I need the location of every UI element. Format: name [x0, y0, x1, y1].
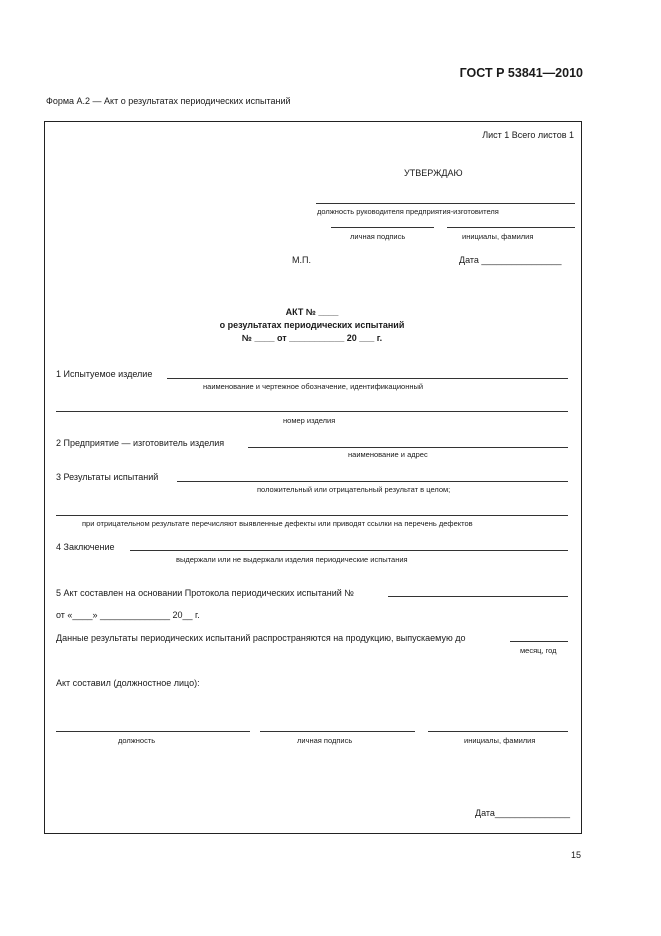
stamp-label: М.П.	[292, 255, 311, 265]
signoff-date[interactable]: Дата_______________	[475, 808, 571, 818]
standard-header: ГОСТ Р 53841—2010	[459, 66, 583, 80]
extension-field[interactable]	[510, 641, 568, 642]
signoff-initials-line[interactable]	[428, 731, 568, 732]
approval-signature-caption: личная подпись	[350, 232, 406, 241]
act-title: АКТ № ____	[285, 307, 339, 317]
item4-label: 4 Заключение	[56, 542, 115, 552]
form-title: Форма А.2 — Акт о результатах периодических испытаний	[46, 96, 291, 106]
item1-field-2[interactable]	[56, 411, 568, 412]
item1-label: 1 Испытуемое изделие	[56, 369, 153, 379]
signoff-signature-caption: личная подпись	[297, 736, 353, 745]
approval-signature-line[interactable]	[331, 227, 434, 228]
item3-caption: положительный или отрицательный результат в целом;	[257, 485, 451, 494]
page-number: 15	[571, 850, 582, 860]
approval-date[interactable]: Дата ________________	[459, 255, 562, 265]
signoff-signature-line[interactable]	[260, 731, 415, 732]
signoff-initials-caption: инициалы, фамилия	[464, 736, 536, 745]
item3-caption-2: при отрицательном результате перечисляют выявленные дефекты или приводят ссылки на перечень дефектов	[82, 519, 473, 528]
item4-caption: выдержали или не выдержали изделия периодические испытания	[176, 555, 408, 564]
item3-field-2[interactable]	[56, 515, 568, 516]
item2-field[interactable]	[248, 447, 568, 448]
approval-initials-line[interactable]	[447, 227, 575, 228]
item1-field[interactable]	[167, 378, 568, 379]
signoff-position-caption: должность	[118, 736, 156, 745]
item1-caption: наименование и чертежное обозначение, идентификационный	[203, 382, 424, 391]
item3-field[interactable]	[177, 481, 568, 482]
extension-caption: месяц, год	[520, 646, 557, 655]
act-number-date: № ____ от ___________ 20 ___ г.	[241, 333, 383, 343]
item5-date[interactable]: от «____» ______________ 20__ г.	[56, 610, 200, 620]
item5-field[interactable]	[388, 596, 568, 597]
item1-caption-2: номер изделия	[283, 416, 336, 425]
act-subtitle: о результатах периодических испытаний	[219, 320, 405, 330]
approval-position-line[interactable]	[316, 203, 575, 204]
approval-title: УТВЕРЖДАЮ	[404, 168, 463, 178]
signoff-position-line[interactable]	[56, 731, 250, 732]
item2-label: 2 Предприятие — изготовитель изделия	[56, 438, 225, 448]
approval-position-caption: должность руководителя предприятия-изготовителя	[317, 207, 499, 216]
item2-caption: наименование и адрес	[348, 450, 428, 459]
signoff-label: Акт составил (должностное лицо):	[56, 678, 200, 688]
item5-label: 5 Акт составлен на основании Протокола периодических испытаний №	[56, 588, 354, 598]
approval-initials-caption: инициалы, фамилия	[462, 232, 534, 241]
sheet-count: Лист 1 Всего листов 1	[482, 130, 574, 140]
extension-text: Данные результаты периодических испытаний распространяются на продукцию, выпускаемую до	[56, 633, 466, 643]
item4-field[interactable]	[130, 550, 568, 551]
item3-label: 3 Результаты испытаний	[56, 472, 159, 482]
